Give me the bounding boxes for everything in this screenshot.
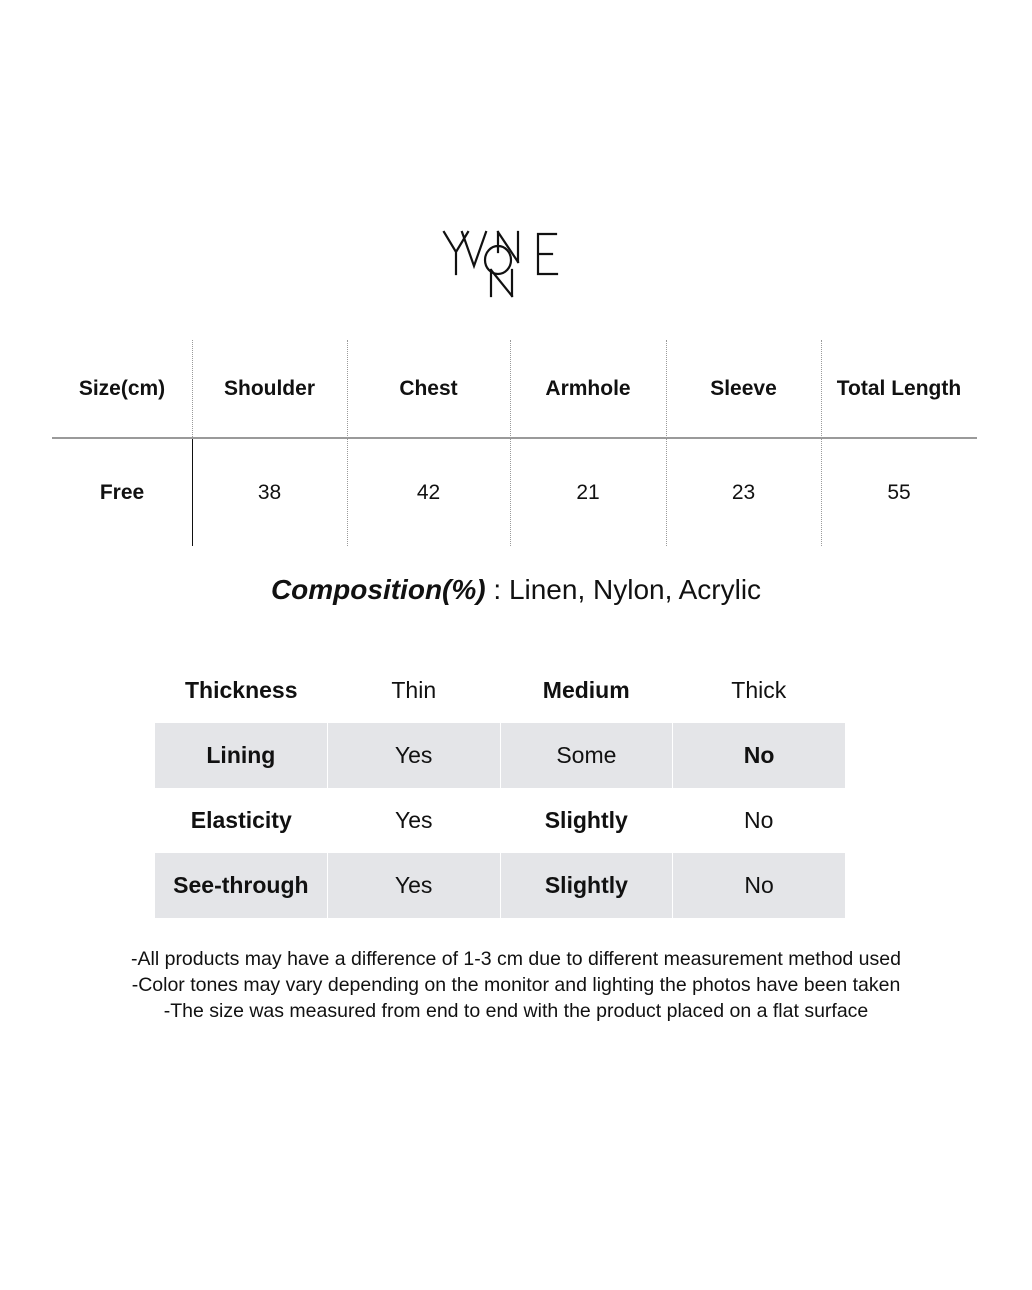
attribute-option: No xyxy=(672,853,845,918)
column-divider xyxy=(192,439,193,546)
cell-total-length: 55 xyxy=(887,481,911,504)
header-sleeve: Sleeve xyxy=(710,377,777,400)
attribute-option: No xyxy=(744,807,774,833)
header-total-length: Total Length xyxy=(836,377,962,400)
cell-size: Free xyxy=(99,481,145,504)
attribute-row-thickness xyxy=(155,658,845,723)
disclaimer-notes xyxy=(0,946,1032,1024)
note-line: -All products may have a difference of 1-3 cm due to different measurement method used xyxy=(131,948,901,970)
attribute-option-selected: Slightly xyxy=(544,807,628,833)
header-divider xyxy=(52,437,977,439)
brand-logo xyxy=(436,222,566,302)
attribute-option: Yes xyxy=(394,807,433,833)
attribute-option: Thick xyxy=(731,677,787,703)
column-divider xyxy=(347,340,348,546)
composition-line xyxy=(0,570,1032,610)
cell-sleeve: 23 xyxy=(731,481,756,504)
attribute-name: Thickness xyxy=(185,677,298,703)
attribute-name: Elasticity xyxy=(190,807,292,833)
attribute-row-elasticity xyxy=(155,788,845,853)
composition-separator: : xyxy=(485,574,509,605)
attribute-option-selected: Slightly xyxy=(500,853,673,918)
column-divider xyxy=(821,340,822,546)
attribute-option-selected: Medium xyxy=(542,677,630,703)
attribute-option: Thin xyxy=(391,677,437,703)
composition-value: Linen, Nylon, Acrylic xyxy=(508,574,762,605)
size-table xyxy=(52,340,977,546)
attribute-option: Yes xyxy=(327,723,500,788)
composition-label: Composition(%) xyxy=(270,574,486,605)
header-size: Size(cm) xyxy=(78,377,166,400)
attribute-name: Lining xyxy=(206,742,276,768)
attribute-row-see-through xyxy=(155,853,845,918)
attribute-option-selected: No xyxy=(672,723,845,788)
attribute-table xyxy=(155,658,845,918)
header-armhole: Armhole xyxy=(545,377,631,400)
note-line: -The size was measured from end to end with the product placed on a flat surface xyxy=(163,1000,869,1022)
header-chest: Chest xyxy=(399,377,458,400)
size-table-row xyxy=(52,440,977,546)
attribute-option: Some xyxy=(500,723,673,788)
attribute-option: Yes xyxy=(327,853,500,918)
cell-shoulder: 38 xyxy=(257,481,282,504)
attribute-row-lining xyxy=(155,723,845,788)
cell-chest: 42 xyxy=(416,481,441,504)
size-table-header-row xyxy=(52,340,977,438)
cell-armhole: 21 xyxy=(576,481,600,504)
column-divider xyxy=(192,340,193,439)
header-shoulder: Shoulder xyxy=(223,377,315,400)
column-divider xyxy=(510,340,511,546)
note-line: -Color tones may vary depending on the monitor and lighting the photos have been taken xyxy=(131,974,901,996)
column-divider xyxy=(666,340,667,546)
attribute-name: See-through xyxy=(173,872,309,898)
